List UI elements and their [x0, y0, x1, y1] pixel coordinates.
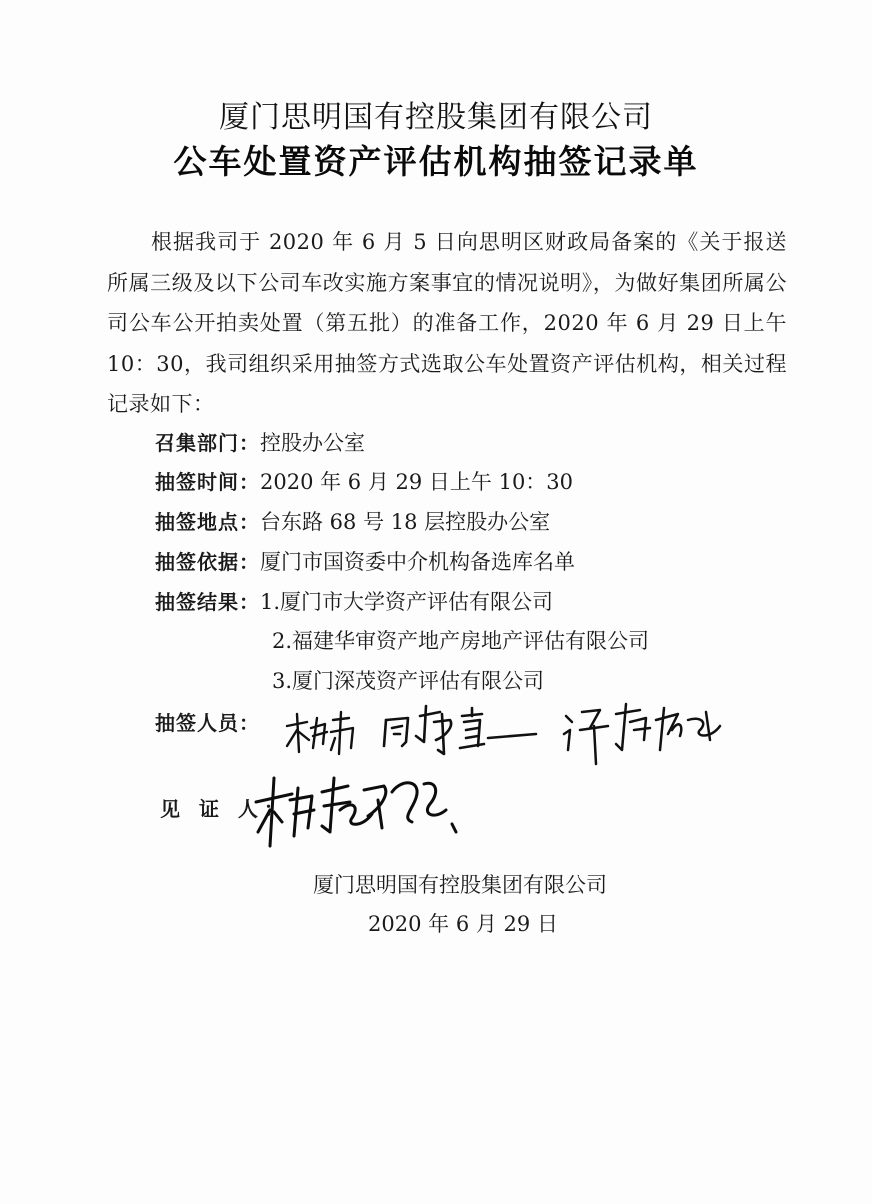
- signature-signer-1: [283, 708, 361, 760]
- field-value: 厦门市国资委中介机构备选库名单: [260, 550, 575, 574]
- signature-signer-3: [560, 700, 730, 766]
- field-draw-location: [155, 507, 550, 537]
- witness-label: 见 证 人：: [160, 797, 290, 821]
- field-value: 台东路 68 号 18 层控股办公室: [260, 510, 551, 534]
- field-value: 2020 年 6 月 29 日上午 10：30: [260, 470, 574, 494]
- field-label: 召集部门：: [155, 431, 260, 455]
- signers-label: 抽签人员：: [155, 711, 260, 735]
- field-value: 控股办公室: [260, 431, 365, 455]
- field-draw-time: [155, 467, 573, 497]
- field-label: 抽签时间：: [155, 470, 260, 494]
- field-value: 1.厦门市大学资产评估有限公司: [260, 590, 554, 614]
- field-draw-basis: [155, 547, 575, 577]
- document-title: 公车处置资产评估机构抽签记录单: [173, 142, 699, 181]
- field-convening-department: [155, 428, 365, 458]
- body-paragraph-text: 根据我司于 2020 年 6 月 5 日向思明区财政局备案的《关于报送所属三级及以下公司车改实施方案事宜的情况说明》，为做好集团所属公司公车公开拍卖处置（第五批）的准备工作，2020 年 6 月 29 日上午 10：30，我司组织采用抽签方式选取公车处置资产评估机构，相关过程记录如下：: [107, 230, 787, 416]
- draw-result-item: 3.厦门深茂资产评估有限公司: [272, 669, 545, 693]
- signature-witness: [252, 770, 468, 850]
- draw-result-item: 2.福建华审资产地产房地产评估有限公司: [272, 629, 650, 653]
- signature-signer-2: [380, 702, 540, 762]
- body-paragraph: [107, 222, 787, 425]
- field-label: 抽签地点：: [155, 510, 260, 534]
- footer-company: 厦门思明国有控股集团有限公司: [313, 873, 607, 897]
- document-title-company: 厦门思明国有控股集团有限公司: [219, 100, 653, 135]
- field-draw-result: [155, 587, 553, 617]
- footer-date: 2020 年 6 月 29 日: [368, 912, 558, 936]
- field-label: 抽签依据：: [155, 550, 260, 574]
- field-label: 抽签结果：: [155, 590, 260, 614]
